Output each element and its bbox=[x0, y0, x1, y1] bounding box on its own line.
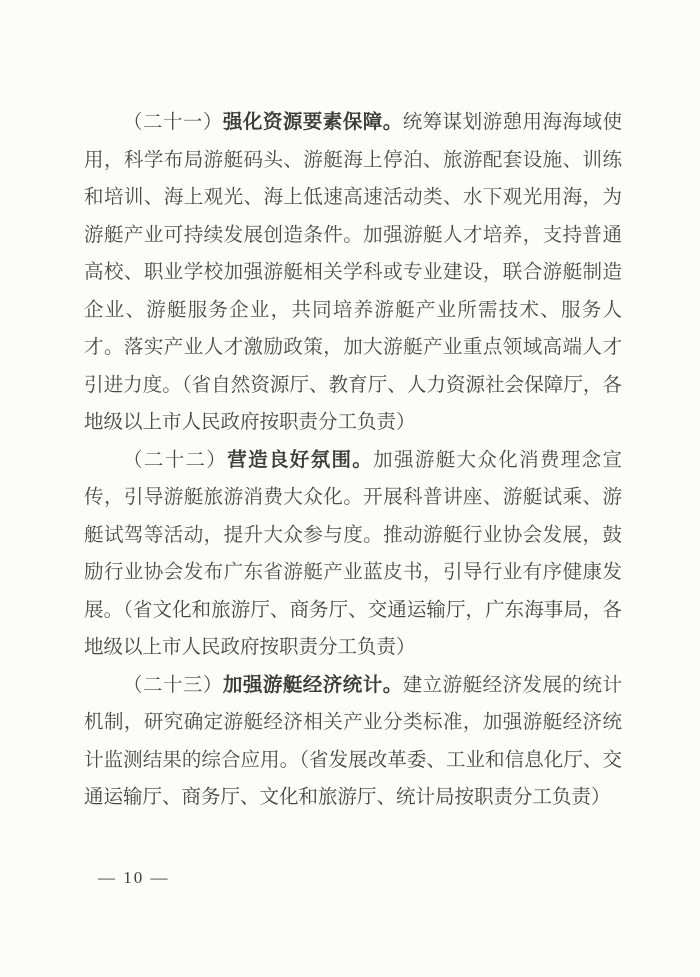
section-title: 强化资源要素保障。 bbox=[222, 112, 403, 133]
section-body: 加强游艇大众化消费理念宣传，引导游艇旅游消费大众化。开展科普讲座、游艇试乘、游艇试驾等活动，提升大众参与度。推动游艇行业协会发展，鼓励行业协会发布广东省游艇产业蓝皮书，引导行业有序健康发展。 bbox=[84, 449, 622, 621]
document-body bbox=[84, 104, 622, 817]
responsible-agencies: （省自然资源厅、教育厅、人力资源社会保障厅，各地级以上市人民政府按职责分工负责） bbox=[84, 374, 622, 433]
policy-paragraph-23 bbox=[84, 667, 622, 817]
responsible-agencies: （省文化和旅游厅、商务厅、交通运输厅，广东海事局，各地级以上市人民政府按职责分工负责） bbox=[84, 599, 622, 658]
section-body: 建立游艇经济发展的统计机制，研究确定游艇经济相关产业分类标准，加强游艇经济统计监测结果的综合应用。 bbox=[84, 674, 622, 771]
section-title: 加强游艇经济统计。 bbox=[222, 674, 403, 696]
section-number: （二十二） bbox=[123, 449, 228, 471]
page-number bbox=[98, 868, 170, 888]
section-number: （二十三） bbox=[123, 674, 223, 696]
policy-paragraph-22 bbox=[84, 442, 622, 667]
page-number-label: — 10 — bbox=[98, 868, 170, 887]
section-body: 统筹谋划游憩用海海域使用，科学布局游艇码头、游艇海上停泊、旅游配套设施、训练和培训、海上观光、海上低速高速活动类、水下观光用海，为游艇产业可持续发展创造条件。加强游艇人才培养，支持普通高校、职业学校加强游艇相关学科或专业建设，联合游艇制造企业、游艇服务企业，共同培养游艇产业所需技术、服务人才。落实产业人才激励政策，加大游艇产业重点领域高端人才引进力度。 bbox=[84, 112, 622, 396]
section-title: 营造良好氛围。 bbox=[227, 449, 374, 471]
policy-paragraph-21 bbox=[84, 104, 622, 442]
section-number: （二十一） bbox=[123, 112, 223, 133]
responsible-agencies: （省发展改革委、工业和信息化厅、交通运输厅、商务厅、文化和旅游厅、统计局按职责分工负责） bbox=[84, 749, 622, 808]
